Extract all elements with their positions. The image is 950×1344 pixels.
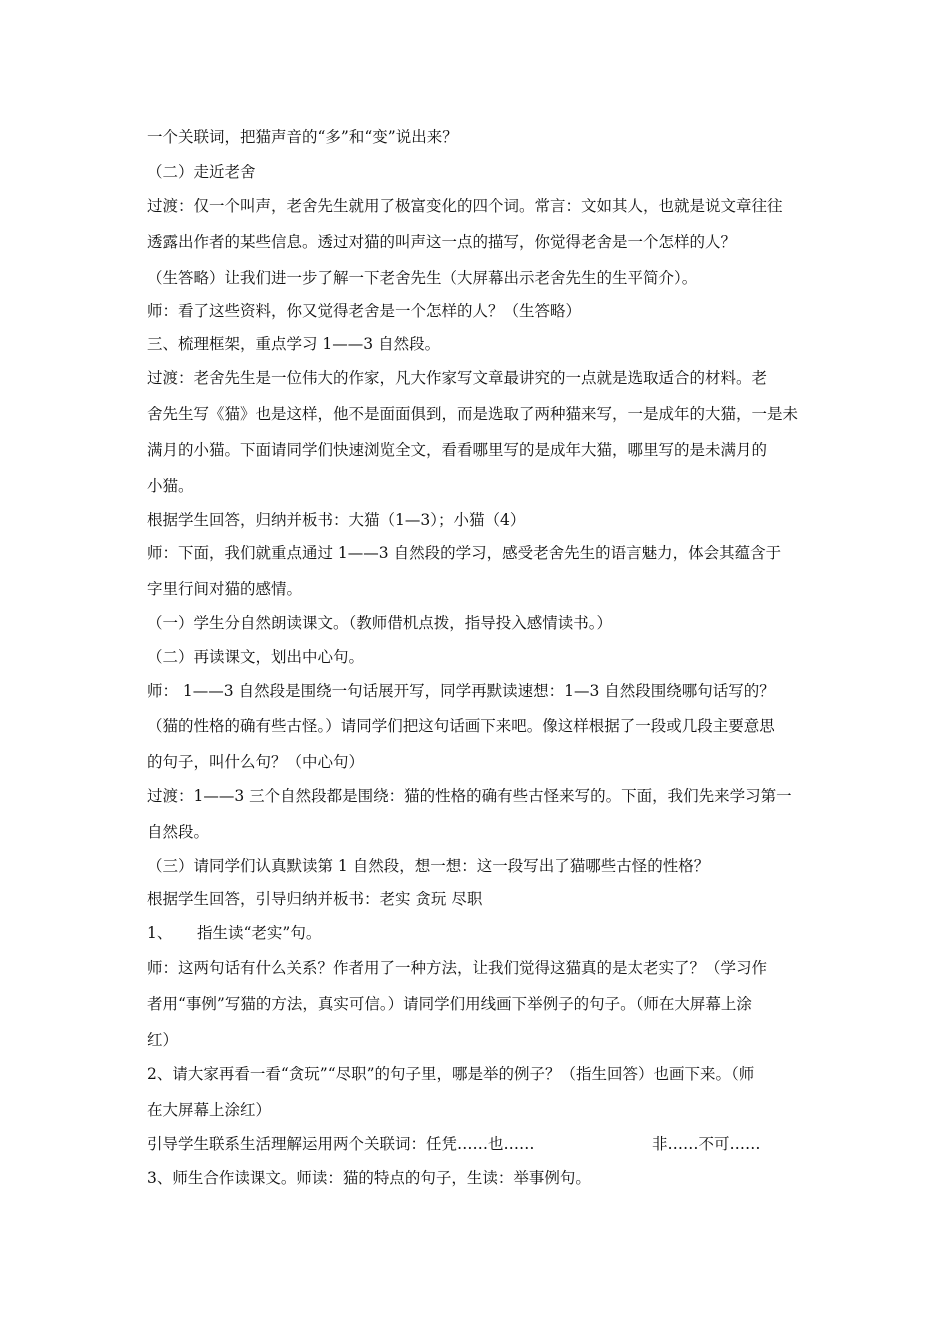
text-line: 的句子，叫什么句？（中心句） xyxy=(147,753,365,771)
text-line: 红） xyxy=(147,1031,179,1049)
text-line: 小猫。 xyxy=(147,477,194,495)
text-line: 透露出作者的某些信息。透过对猫的叫声这一点的描写，你觉得老舍是一个怎样的人？ xyxy=(147,233,737,251)
text-line: 舍先生写《猫》也是这样，他不是面面俱到，而是选取了两种猫来写，一是成年的大猫，一是未 xyxy=(147,405,799,423)
text-line: 引导学生联系生活理解运用两个关联词：任凭……也…… xyxy=(147,1135,535,1153)
text-line: 师：下面，我们就重点通过 1——3 自然段的学习，感受老舍先生的语言魅力，体会其蕴含于 xyxy=(147,544,782,562)
text-line: （生答略）让我们进一步了解一下老舍先生（大屏幕出示老舍先生的生平简介）。 xyxy=(147,269,698,287)
text-line: 根据学生回答，归纳并板书：大猫（1—3）；小猫（4） xyxy=(147,511,526,529)
text-line: 师：这两句话有什么关系？作者用了一种方法，让我们觉得这猫真的是太老实了？（学习作 xyxy=(147,959,768,977)
section-heading: （二）走近老舍 xyxy=(147,163,256,181)
list-item: 1、 指生读“老实”句。 xyxy=(147,924,322,942)
section-heading: 三、梳理框架，重点学习 1——3 自然段。 xyxy=(147,335,441,353)
text-line: 在大屏幕上涂红） xyxy=(147,1101,272,1119)
text-line: 师：看了这些资料，你又觉得老舍是一个怎样的人？（生答略） xyxy=(147,302,582,320)
text-line: 满月的小猫。下面请同学们快速浏览全文，看看哪里写的是成年大猫，哪里写的是未满月的 xyxy=(147,441,768,459)
text-line: 非……不可…… xyxy=(652,1135,761,1153)
text-line: 过渡：仅一个叫声，老舍先生就用了极富变化的四个词。常言：文如其人，也就是说文章往往 xyxy=(147,197,783,215)
text-line: 过渡：老舍先生是一位伟大的作家，凡大作家写文章最讲究的一点就是选取适合的材料。老 xyxy=(147,369,768,387)
text-line: 字里行间对猫的感情。 xyxy=(147,580,303,598)
text-line: （猫的性格的确有些古怪。）请同学们把这句话画下来吧。像这样根据了一段或几段主要意思 xyxy=(147,717,775,735)
section-heading: （二）再读课文，划出中心句。 xyxy=(147,648,365,666)
list-item: 3、师生合作读课文。师读：猫的特点的句子，生读：举事例句。 xyxy=(147,1169,591,1187)
text-line: 根据学生回答，引导归纳并板书：老实 贪玩 尽职 xyxy=(147,890,483,908)
text-line: 过渡：1——3 三个自然段都是围绕：猫的性格的确有些古怪来写的。下面，我们先来学习第一 xyxy=(147,787,792,805)
section-heading: （三）请同学们认真默读第 1 自然段，想一想：这一段写出了猫哪些古怪的性格？ xyxy=(147,857,710,875)
text-line: 自然段。 xyxy=(147,823,210,841)
text-line: 一个关联词，把猫声音的“多”和“变”说出来？ xyxy=(147,128,458,146)
section-heading: （一）学生分自然朗读课文。（教师借机点拨，指导投入感情读书。） xyxy=(147,614,613,632)
text-line: 师： 1——3 自然段是围绕一句话展开写，同学再默读速想：1—3 自然段围绕哪句话写的？ xyxy=(147,682,775,700)
text-line: 者用“事例”写猫的方法，真实可信。）请同学们用线画下举例子的句子。（师在大屏幕上涂 xyxy=(147,995,752,1013)
list-item: 2、请大家再看一看“贪玩”“尽职”的句子里，哪是举的例子？（指生回答）也画下来。（师 xyxy=(147,1065,755,1083)
